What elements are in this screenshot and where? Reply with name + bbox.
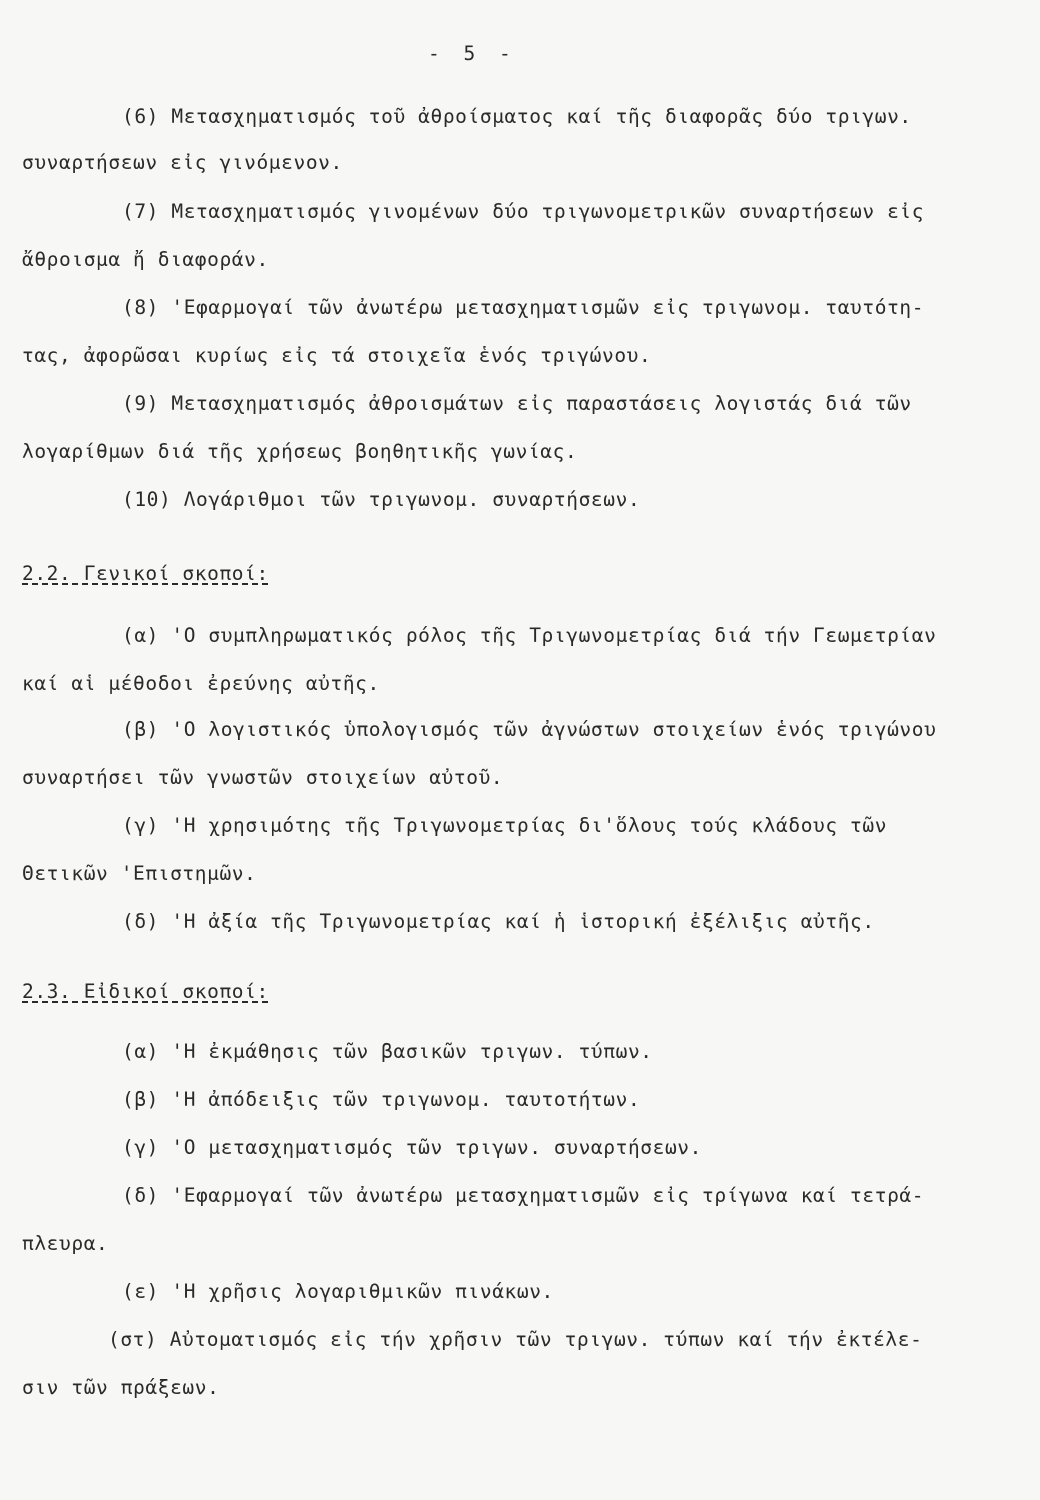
list-item-line: τας, ἀφορῶσαι κυρίως εἰς τά στοιχεῖα ἑνός τριγώνου.: [22, 344, 652, 367]
list-item-line: ἄθροισμα ἤ διαφοράν.: [22, 248, 269, 271]
section-heading-specific: 2.3. Εἰδικοί σκοποί:: [22, 980, 269, 1003]
list-item-line: (7) Μετασχηματισμός γινομένων δύο τριγωνομετρικῶν συναρτήσεων εἰς: [122, 200, 925, 223]
list-item-line: καί αἱ μέθοδοι ἐρεύνης αὐτῆς.: [22, 672, 380, 695]
list-item-line: (10) Λογάριθμοι τῶν τριγωνομ. συναρτήσεων.: [122, 488, 641, 511]
list-item-line: πλευρα.: [22, 1232, 109, 1255]
list-item-line: συναρτήσει τῶν γνωστῶν στοιχείων αὐτοῦ.: [22, 766, 504, 789]
list-item-line: (στ) Αὐτοματισμός εἰς τήν χρῆσιν τῶν τριγων. τύπων καί τήν ἐκτέλε-: [108, 1328, 923, 1351]
list-item-line: (8) 'Εφαρμογαί τῶν ἀνωτέρω μετασχηματισμῶν εἰς τριγωνομ. ταυτότη-: [122, 296, 925, 319]
list-item-line: (α) 'Η ἐκμάθησις τῶν βασικῶν τριγων. τύπων.: [122, 1040, 653, 1063]
list-item-line: (β) 'Ο λογιστικός ὑπολογισμός τῶν ἀγνώστων στοιχείων ἑνός τριγώνου: [122, 718, 937, 741]
list-item-line: (δ) 'Η ἀξία τῆς Τριγωνομετρίας καί ἡ ἱστορική ἐξέλιξις αὐτῆς.: [122, 910, 875, 933]
list-item-line: συναρτήσεων εἰς γινόμενον.: [22, 151, 343, 174]
list-item-line: (α) 'Ο συμπληρωματικός ρόλος τῆς Τριγωνομετρίας διά τήν Γεωμετρίαν: [122, 624, 937, 647]
list-item-line: Θετικῶν 'Επιστημῶν.: [22, 862, 257, 885]
list-item-line: (δ) 'Εφαρμογαί τῶν ἀνωτέρω μετασχηματισμῶν εἰς τρίγωνα καί τετρά-: [122, 1184, 925, 1207]
list-item-line: (β) 'Η ἀπόδειξις τῶν τριγωνομ. ταυτοτήτων.: [122, 1088, 641, 1111]
list-item-line: σιν τῶν πράξεων.: [22, 1376, 220, 1399]
list-item-line: λογαρίθμων διά τῆς χρήσεως βοηθητικῆς γωνίας.: [22, 440, 578, 463]
list-item-line: (9) Μετασχηματισμός ἀθροισμάτων εἰς παραστάσεις λογιστάς διά τῶν: [122, 392, 912, 415]
page-number: - 5 -: [428, 42, 517, 65]
list-item-line: (6) Μετασχηματισμός τοῦ ἀθροίσματος καί τῆς διαφορᾶς δύο τριγων.: [122, 105, 912, 128]
section-heading-general: 2.2. Γενικοί σκοποί:: [22, 562, 269, 585]
list-item-line: (γ) 'Η χρησιμότης τῆς Τριγωνομετρίας δι'ὅλους τούς κλάδους τῶν: [122, 814, 888, 837]
list-item-line: (ε) 'Η χρῆσις λογαριθμικῶν πινάκων.: [122, 1280, 554, 1303]
list-item-line: (γ) 'Ο μετασχηματισμός τῶν τριγων. συναρτήσεων.: [122, 1136, 702, 1159]
